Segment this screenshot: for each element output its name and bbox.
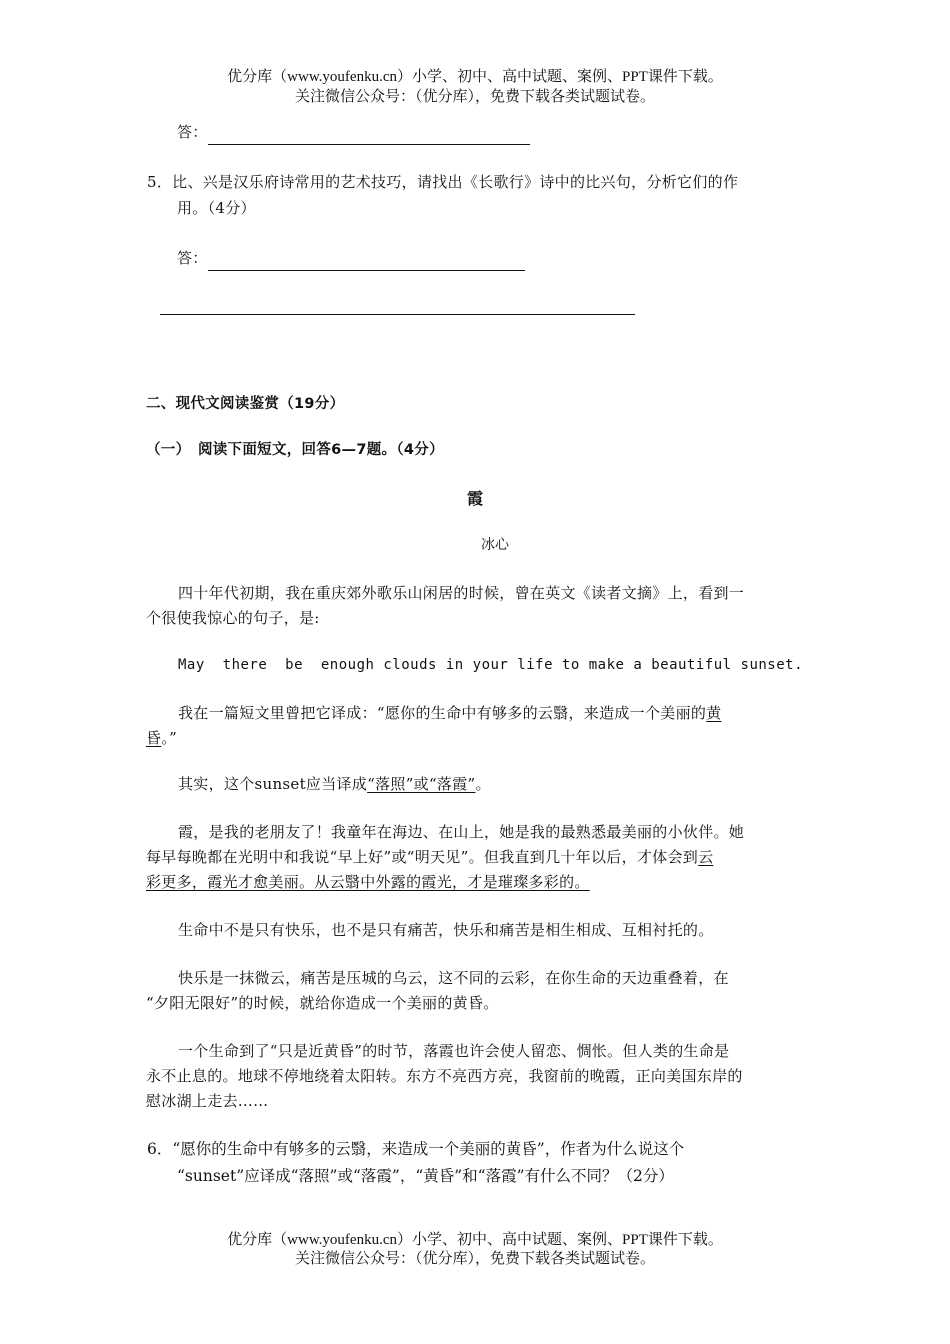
p2-underlined-text-end: 昏 xyxy=(146,729,162,747)
q5-text-line-1: 比、兴是汉乐府诗常用的艺术技巧，请找出《长歌行》诗中的比兴句，分析它们的作 xyxy=(172,173,739,191)
page-footer-line-2: 关注微信公众号：（优分库），免费下载各类试题试卷。 xyxy=(294,1251,655,1267)
p2-text: 我在一篇短文里曾把它译成：“愿你的生命中有够多的云翳，来造成一个美丽的 xyxy=(178,704,707,722)
q5-answer xyxy=(177,246,525,271)
p2-underlined-text: 黄 xyxy=(706,704,722,722)
q4-answer xyxy=(177,120,530,145)
english-quote: May there be enough clouds in your life to make a beautiful sunset. xyxy=(178,657,804,673)
q5-text-line-2: 用。（4分） xyxy=(177,199,256,217)
article-paragraph-3 xyxy=(178,772,491,797)
q6-text-line-1: “愿你的生命中有够多的云翳，来造成一个美丽的黄昏”，作者为什么说这个 xyxy=(172,1140,685,1158)
article-paragraph-6-line-1: 快乐是一抹微云，痛苦是压城的乌云，这不同的云彩，在你生命的天边重叠着，在 xyxy=(178,969,729,987)
q5-answer-blank xyxy=(208,253,525,271)
q4-answer-blank xyxy=(208,127,530,145)
article-paragraph-1-line-2: 个很使我惊心的句子，是: xyxy=(146,609,320,627)
p3-text-end: 。 xyxy=(475,775,491,793)
article-paragraph-4-line-1: 霞，是我的老朋友了！我童年在海边、在山上，她是我的最熟悉最美丽的小伙伴。她 xyxy=(178,823,745,841)
article-paragraph-2-line-1 xyxy=(178,701,721,726)
p3-text: 其实，这个sunset应当译成 xyxy=(178,775,368,793)
q6-question xyxy=(147,1136,684,1163)
article-paragraph-4-line-3 xyxy=(146,870,590,895)
article-paragraph-7-line-2: 永不止息的。地球不停地绕着太阳转。东方不亮西方亮，我窗前的晚霞，正向美国东岸的 xyxy=(146,1067,743,1085)
p2-text-end: 。” xyxy=(161,729,178,747)
p3-underlined-text: “落照”或“落霞” xyxy=(367,775,476,793)
p4-underlined-text: 云 xyxy=(698,848,714,866)
q6-number: 6． xyxy=(147,1140,173,1158)
article-paragraph-1-line-1: 四十年代初期，我在重庆郊外歌乐山闲居的时候，曾在英文《读者文摘》上，看到一 xyxy=(178,584,745,602)
article-paragraph-7-line-3: 慰冰湖上走去…… xyxy=(146,1092,269,1110)
q5-number: 5． xyxy=(147,173,173,191)
q5-answer-extra-line xyxy=(160,314,635,315)
page-footer-line-1: 优分库（www.youfenku.cn）小学、初中、高中试题、案例、PPT课件下载。 xyxy=(227,1232,723,1248)
article-paragraph-6-line-2: “夕阳无限好”的时候，就给你造成一个美丽的黄昏。 xyxy=(146,994,499,1012)
page-header-line-2: 关注微信公众号：（优分库），免费下载各类试题试卷。 xyxy=(294,89,655,105)
article-author: 冰心 xyxy=(481,537,509,553)
q5-question xyxy=(147,170,738,195)
p4-underlined-text-end: 彩更多，霞光才愈美丽。从云翳中外露的霞光，才是璀璨多彩的。 xyxy=(146,873,590,891)
article-title: 霞 xyxy=(466,489,483,508)
article-paragraph-2-line-2 xyxy=(146,726,177,751)
q5-answer-label: 答： xyxy=(177,249,208,267)
section-2-title: 二、现代文阅读鉴赏（19分） xyxy=(146,396,345,412)
page-header-line-1: 优分库（www.youfenku.cn）小学、初中、高中试题、案例、PPT课件下载。 xyxy=(227,69,723,85)
p4-text: 每早每晚都在光明中和我说“早上好”或“明天见”。但我直到几十年以后，才体会到 xyxy=(146,848,699,866)
article-paragraph-4-line-2 xyxy=(146,845,713,870)
q6-text-line-2: “sunset”应译成“落照”或“落霞”，“黄昏”和“落霞”有什么不同？（2分） xyxy=(177,1167,674,1185)
q4-answer-label: 答： xyxy=(177,123,208,141)
section-2-part-1: （一） 阅读下面短文，回答6—7题。（4分） xyxy=(146,442,444,458)
article-paragraph-7-line-1: 一个生命到了“只是近黄昏”的时节，落霞也许会使人留恋、惆怅。但人类的生命是 xyxy=(178,1042,730,1060)
article-paragraph-5: 生命中不是只有快乐，也不是只有痛苦，快乐和痛苦是相生相成、互相衬托的。 xyxy=(178,921,714,939)
